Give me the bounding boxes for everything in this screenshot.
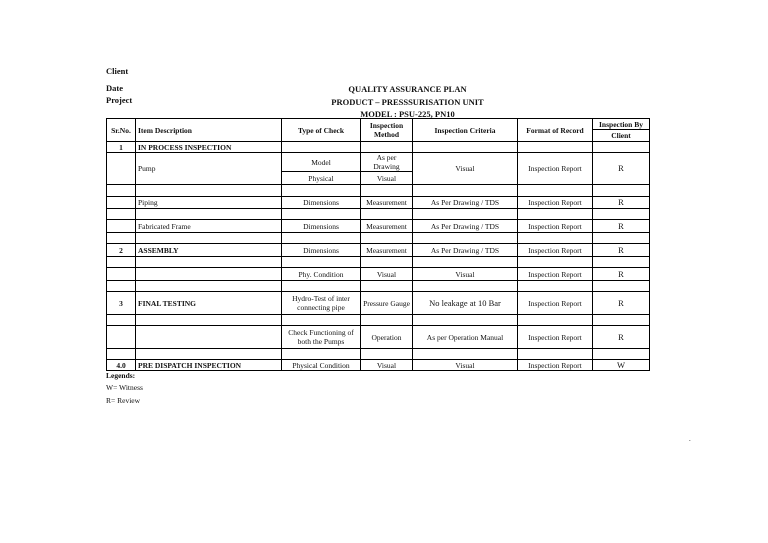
spacer-row (107, 233, 650, 244)
client-phy-condition: R (593, 268, 650, 281)
criteria-operation-manual: As per Operation Manual (413, 326, 518, 349)
section-number: 2 (107, 244, 136, 257)
check-physical: Physical (282, 172, 361, 185)
item-pump: Pump (136, 153, 282, 185)
method-dispatch: Visual (361, 360, 413, 371)
item-fabricated-frame: Fabricated Frame (136, 220, 282, 233)
check-piping: Dimensions (282, 197, 361, 209)
record-pump: Inspection Report (518, 153, 593, 185)
record-hydro-test: Inspection Report (518, 292, 593, 315)
method-phy-condition: Visual (361, 268, 413, 281)
section-number: 3 (107, 292, 136, 315)
record-piping: Inspection Report (518, 197, 593, 209)
section-title: ASSEMBLY (136, 244, 282, 257)
table-row-pump-functioning (107, 326, 650, 349)
spacer-row (107, 349, 650, 360)
spacer-row (107, 315, 650, 326)
record-frame: Inspection Report (518, 220, 593, 233)
legend-title: Legends: (106, 371, 136, 380)
date-label: Date (106, 83, 123, 93)
project-label: Project (106, 95, 133, 105)
col-header-type-of-check: Type of Check (282, 119, 361, 142)
check-hydro-test: Hydro-Test of inter connecting pipe (282, 292, 361, 315)
section-number: 4.0 (107, 360, 136, 371)
criteria-pump: Visual (413, 153, 518, 185)
table-row-assembly-condition (107, 268, 650, 281)
method-piping: Measurement (361, 197, 413, 209)
client-dispatch: W (593, 360, 650, 371)
client-assembly-dimensions: R (593, 244, 650, 257)
header-row-1 (107, 119, 650, 130)
check-model: Model (282, 153, 361, 172)
section-row-in-process (107, 142, 650, 153)
criteria-dispatch: Visual (413, 360, 518, 371)
method-as-per-drawing: As per Drawing (361, 153, 413, 172)
table-row-frame (107, 220, 650, 233)
client-pump: R (593, 153, 650, 185)
check-physical-condition: Physical Condition (282, 360, 361, 371)
check-functioning: Check Functioning of both the Pumps (282, 326, 361, 349)
section-number: 1 (107, 142, 136, 153)
model-name: MODEL : PSU-225, PN10 (360, 109, 455, 119)
section-row-pre-dispatch (107, 360, 650, 371)
client-label: Client (106, 66, 129, 76)
check-phy-condition: Phy. Condition (282, 268, 361, 281)
section-row-final-testing (107, 292, 650, 315)
method-pressure-gauge: Pressure Gauge (361, 292, 413, 315)
section-title: PRE DISPATCH INSPECTION (136, 360, 282, 371)
criteria-piping: As Per Drawing / TDS (413, 197, 518, 209)
method-operation: Operation (361, 326, 413, 349)
spacer-row (107, 209, 650, 220)
criteria-assembly-dimensions: As Per Drawing / TDS (413, 244, 518, 257)
client-frame: R (593, 220, 650, 233)
record-dispatch: Inspection Report (518, 360, 593, 371)
client-functioning: R (593, 326, 650, 349)
record-phy-condition: Inspection Report (518, 268, 593, 281)
record-assembly-dimensions: Inspection Report (518, 244, 593, 257)
document-title-block (300, 83, 515, 121)
section-row-assembly (107, 244, 650, 257)
table-row-piping (107, 197, 650, 209)
method-assembly-dimensions: Measurement (361, 244, 413, 257)
section-title: IN PROCESS INSPECTION (136, 142, 282, 153)
col-header-client: Client (593, 130, 650, 142)
spacer-row (107, 257, 650, 268)
legend-review: R= Review (106, 396, 141, 405)
criteria-no-leakage: No leakage at 10 Bar (413, 292, 518, 315)
record-functioning: Inspection Report (518, 326, 593, 349)
stray-dot: . (689, 435, 691, 443)
quality-assurance-table (106, 118, 650, 371)
product-name: PRODUCT – PRESSSURISATION UNIT (331, 96, 484, 107)
client-piping: R (593, 197, 650, 209)
spacer-row (107, 185, 650, 197)
col-header-inspection-criteria: Inspection Criteria (413, 119, 518, 142)
col-header-sr-no: Sr.No. (107, 119, 136, 142)
col-header-item-description: Item Description (136, 119, 282, 142)
check-assembly-dimensions: Dimensions (282, 244, 361, 257)
spacer-row (107, 281, 650, 292)
criteria-phy-condition: Visual (413, 268, 518, 281)
col-header-inspection-by: Inspection By (593, 119, 650, 130)
section-title: FINAL TESTING (136, 292, 282, 315)
check-frame: Dimensions (282, 220, 361, 233)
method-frame: Measurement (361, 220, 413, 233)
method-visual: Visual (361, 172, 413, 185)
item-piping: Piping (136, 197, 282, 209)
col-header-inspection-method: Inspection Method (361, 119, 413, 142)
table-row-pump (107, 153, 650, 172)
client-hydro-test: R (593, 292, 650, 315)
document-title: QUALITY ASSURANCE PLAN (348, 84, 467, 94)
col-header-format-of-record: Format of Record (518, 119, 593, 142)
legend-witness: W= Witness (106, 383, 143, 392)
criteria-frame: As Per Drawing / TDS (413, 220, 518, 233)
